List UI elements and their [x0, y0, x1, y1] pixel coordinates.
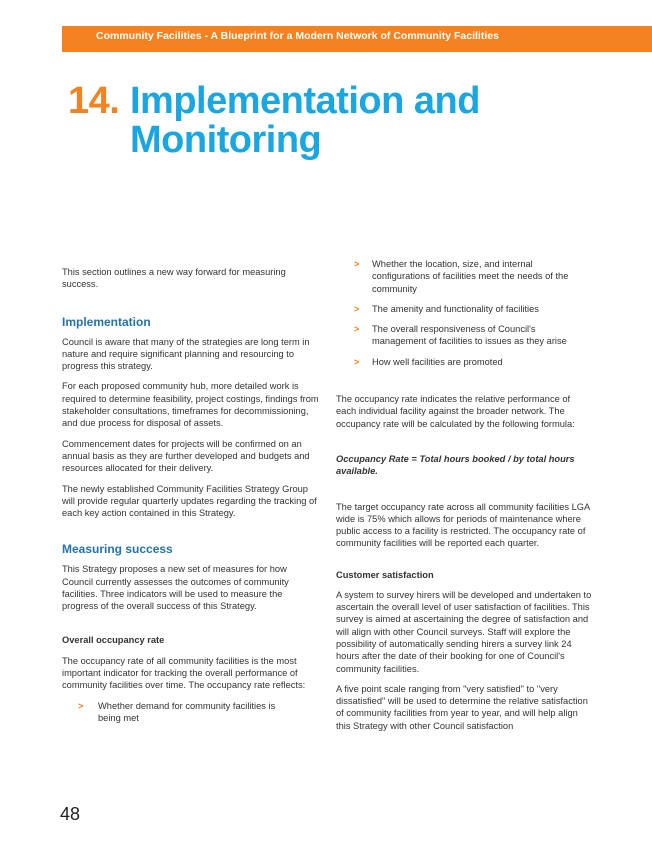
implementation-paragraph-4: The newly established Community Facilities Strategy Group will provide regular quarterly updates regarding the tracking of each key action contained in this Strategy. [62, 483, 317, 519]
bullet-text: How well facilities are promoted [372, 356, 503, 367]
measuring-paragraph: This Strategy proposes a new set of measures for how Council currently assesses the outcomes of community facilities. Three indicators will be used to measure the progress of the overall success of this Strategy. [62, 564, 289, 612]
implementation-paragraph-3: Commencement dates for projects will be confirmed on an annual basis as they are further developed and budgets and resources allocated for their delivery. [62, 438, 310, 474]
occupancy-heading: Overall occupancy rate [62, 634, 165, 645]
chapter-title-line1: Implementation and [130, 80, 480, 122]
occupancy-bullet-text: Whether demand for community facilities is being met [98, 700, 276, 723]
occupancy-paragraph: The occupancy rate of all community facilities is the most important indicator for tracking the overall performance of community facilities over time. The occupancy rate reflects: [62, 655, 306, 691]
left-column [62, 266, 320, 724]
target-paragraph: The target occupancy rate across all community facilities LGA wide is 75% which allows for periods of maintenance where public access to a facility is restricted. The occupancy rate of community facilities will be reported each quarter. [336, 501, 590, 549]
bullet-marker: > [354, 324, 360, 335]
chapter-number: 14. [68, 80, 120, 122]
list-item [336, 303, 592, 315]
bullet-marker: > [354, 356, 360, 367]
implementation-paragraph-1: Council is aware that many of the strategies are long term in nature and require significant planning and resourcing to progress this strategy. [62, 336, 310, 372]
list-item [336, 323, 592, 348]
implementation-paragraph-2: For each proposed community hub, more detailed work is required to determine feasibility, project costings, findings from stakeholder consultations, timeframes for decommissioning, and due process for disposal of assets. [62, 381, 319, 429]
chapter-title [130, 82, 610, 160]
measuring-heading: Measuring success [62, 542, 173, 557]
occupancy-bullet [62, 700, 320, 725]
intro-paragraph: This section outlines a new way forward for measuring success. [62, 267, 286, 290]
bullet-marker: > [354, 259, 360, 269]
list-item [336, 258, 592, 295]
satisfaction-paragraph-2: A five point scale ranging from "very satisfied" to "very dissatisfied" will be used to determine the relative satisfaction of community facilities from year to year, and will help align this Strategy with other Council satisfaction [336, 683, 588, 731]
banner-title: Community Facilities - A Blueprint for a Modern Network of Community Facilities [96, 30, 499, 42]
implementation-heading: Implementation [62, 314, 151, 329]
satisfaction-paragraph-1: A system to survey hirers will be developed and undertaken to ascertain the overall level of user satisfaction of facilities. This survey is aimed at ascertaining the degree of satisfaction and will align with other Council surveys. Staff will explore the possibility of automatically sending hirers a survey link 24 hours after the date of their booking for one of Council's community facilities. [336, 589, 592, 674]
bullet-marker: > [78, 700, 84, 711]
bullet-marker: > [354, 303, 360, 314]
satisfaction-heading: Customer satisfaction [336, 569, 434, 580]
list-item [336, 356, 592, 368]
bullet-text: The overall responsiveness of Council's management of facilities to issues as they arise [372, 324, 567, 347]
occupancy-rate-paragraph: The occupancy rate indicates the relative performance of each individual facility against the broader network. The occupancy rate will be calculated by the following formula: [336, 394, 575, 429]
chapter-title-line2: Monitoring [130, 119, 322, 161]
bullet-text: The amenity and functionality of facilities [372, 303, 539, 314]
bullet-text: Whether the location, size, and internal configurations of facilities meet the needs of the community [372, 259, 569, 294]
header-banner [62, 26, 652, 52]
occupancy-formula: Occupancy Rate = Total hours booked / by total hours available. [336, 453, 575, 477]
right-column [336, 258, 592, 732]
page-number: 48 [60, 804, 81, 824]
